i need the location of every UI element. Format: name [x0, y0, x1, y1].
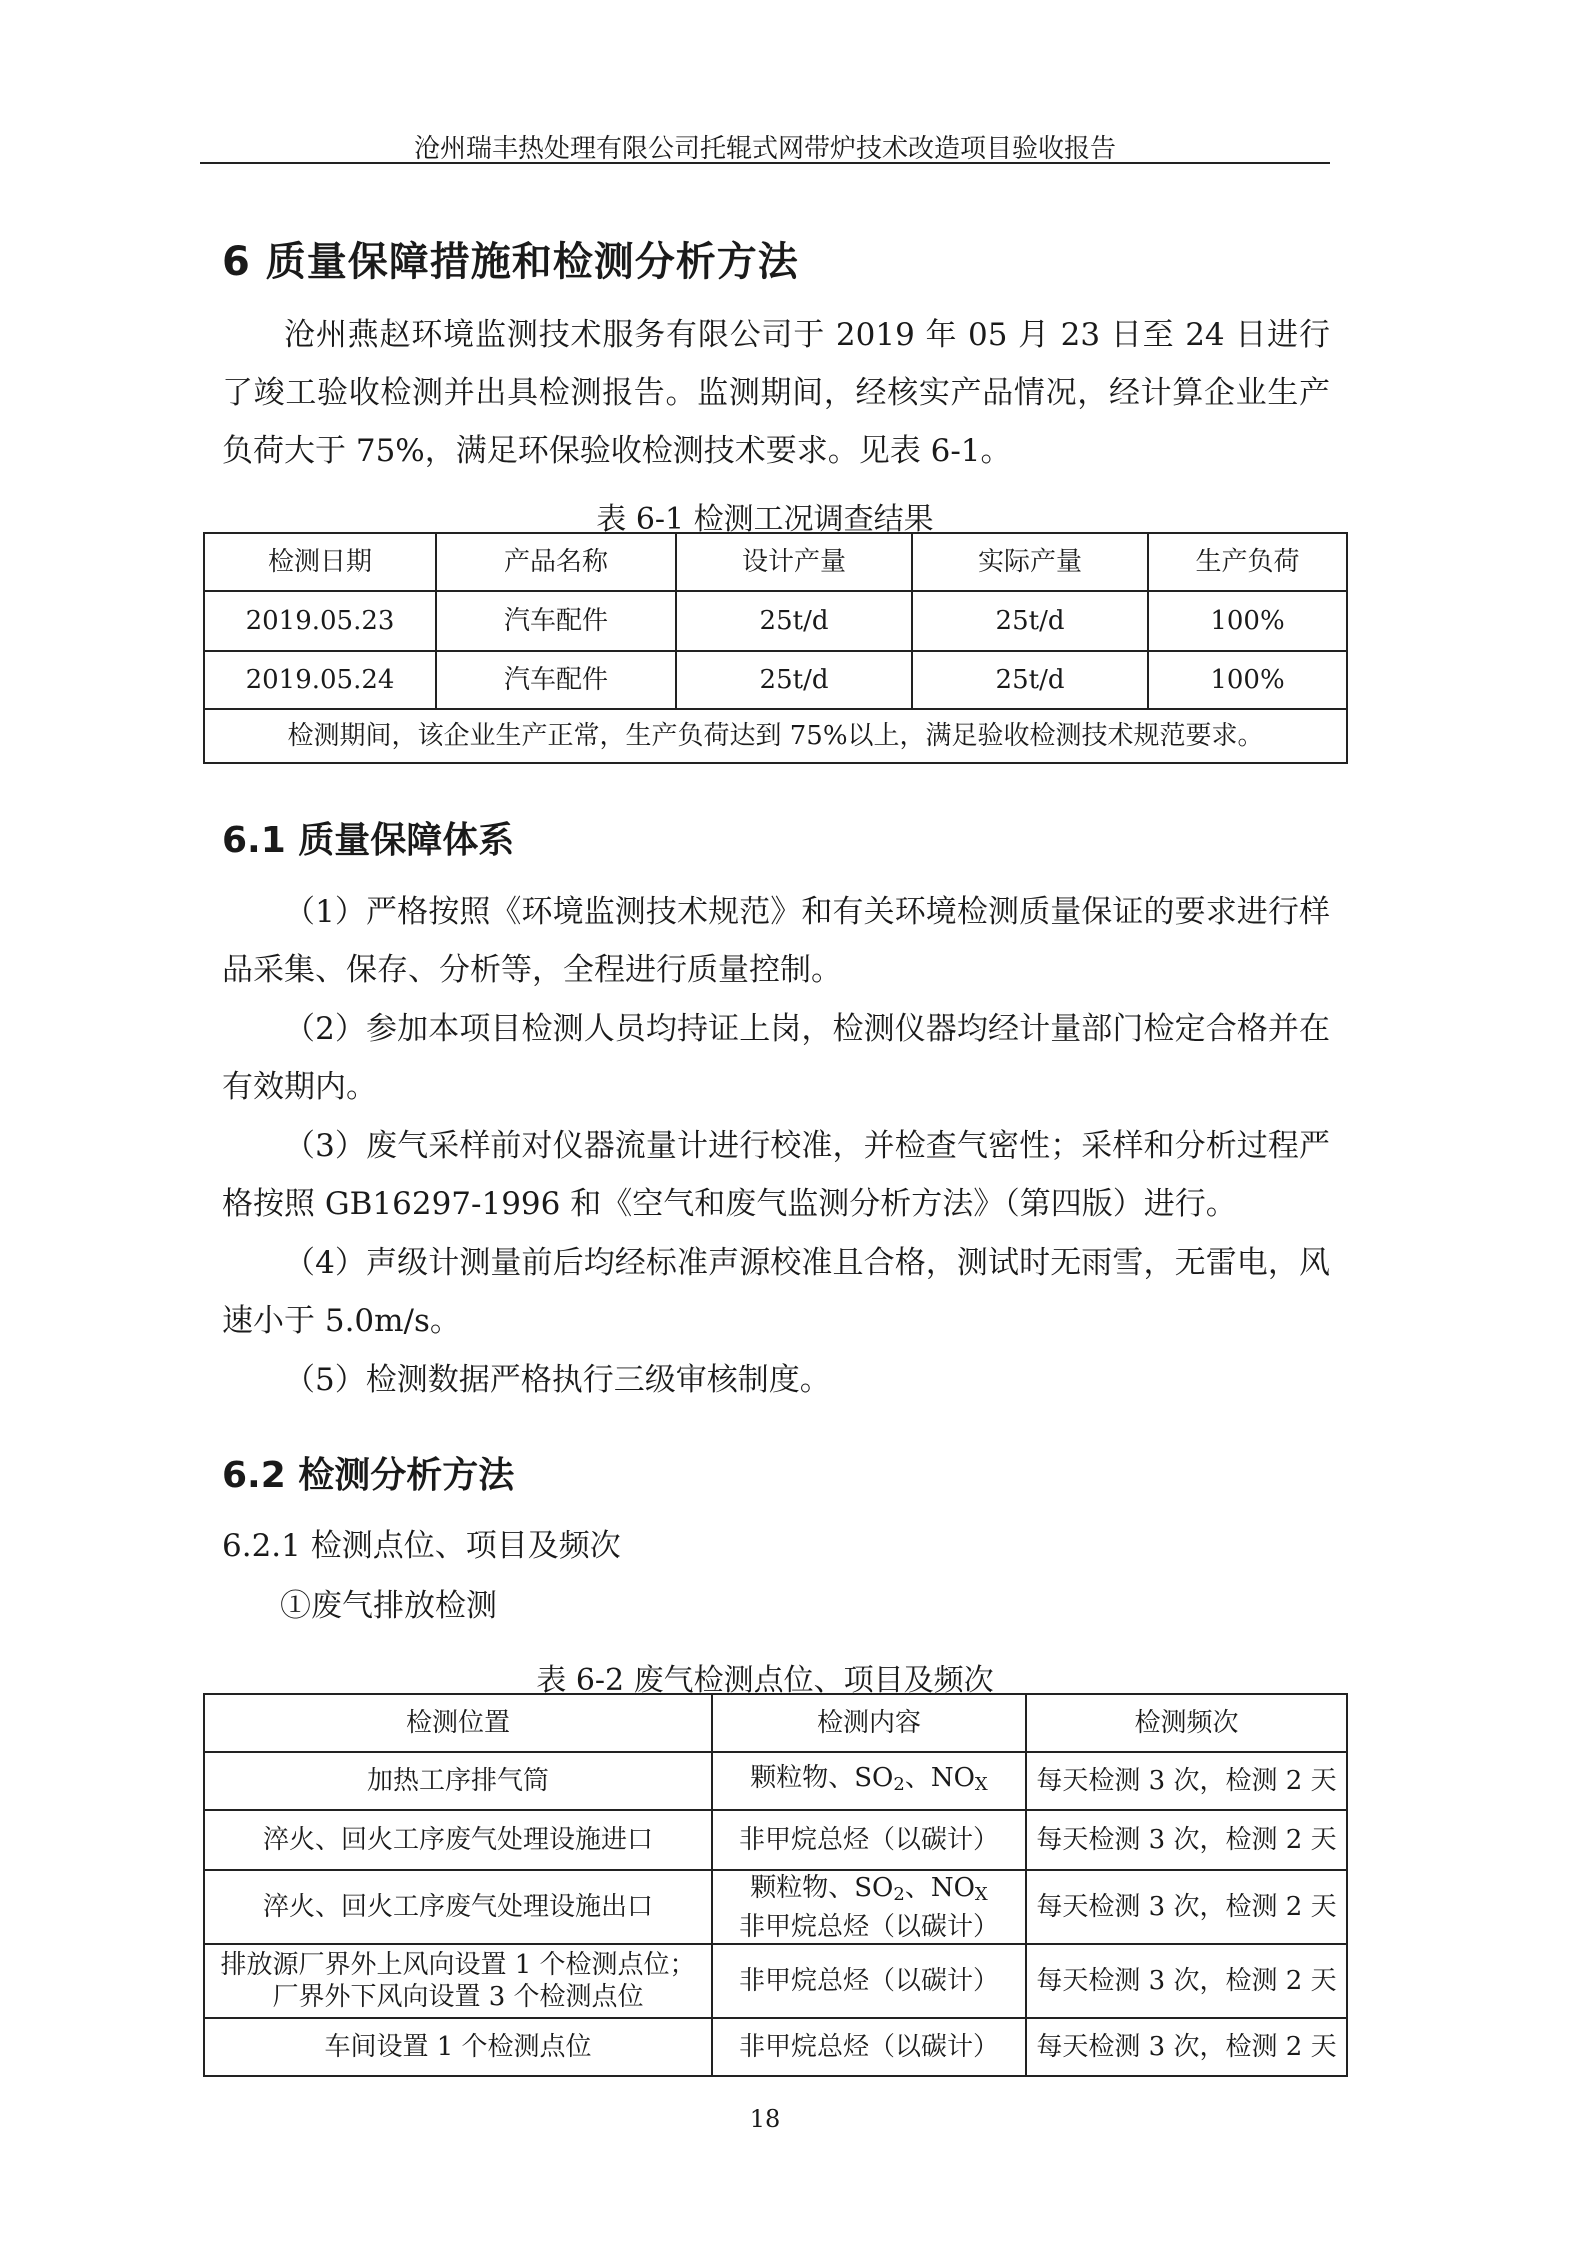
table-cell: 每天检测 3 次，检测 2 天: [1026, 1870, 1347, 1944]
section-6-2-title: 6.2 检测分析方法: [222, 1455, 515, 1496]
table-6-1-caption: 表 6-1 检测工况调查结果: [596, 502, 934, 537]
table-cell: 淬火、回火工序废气处理设施进口: [204, 1810, 712, 1870]
table-header-cell: 产品名称: [436, 533, 676, 591]
quality-item-4: （4）声级计测量前后均经标准声源校准且合格，测试时无雨雪，无雷电，风速小于 5.0m/s。: [222, 1245, 1330, 1339]
section-6-2-1-title: 6.2.1 检测点位、项目及频次: [222, 1528, 621, 1564]
table-6-1: [203, 532, 1348, 764]
table-row: [204, 1752, 1347, 1810]
table-cell: 颗粒物、$SO_2$、$NO_X$: [712, 1752, 1026, 1810]
quality-item-5: （5）检测数据严格执行三级审核制度。: [284, 1362, 831, 1398]
table-cell: 汽车配件: [436, 651, 676, 709]
table-6-2: [203, 1693, 1348, 2077]
table-cell: 100%: [1148, 651, 1347, 709]
table-header-cell: 检测频次: [1026, 1694, 1347, 1752]
table-row: [204, 1944, 1347, 2018]
section-6-1-title: 6.1 质量保障体系: [222, 820, 515, 861]
table-cell: 2019.05.23: [204, 591, 436, 651]
table-row: [204, 2018, 1347, 2076]
table-cell: 排放源厂界外上风向设置 1 个检测点位；厂界外下风向设置 3 个检测点位: [204, 1944, 712, 2018]
table-cell: 车间设置 1 个检测点位: [204, 2018, 712, 2076]
table-cell: 非甲烷总烃（以碳计）: [712, 1810, 1026, 1870]
table-cell: 100%: [1148, 591, 1347, 651]
table-cell: 25t/d: [912, 591, 1148, 651]
table-header-cell: 实际产量: [912, 533, 1148, 591]
table-header-cell: 设计产量: [676, 533, 912, 591]
table-cell: 25t/d: [912, 651, 1148, 709]
table-row: [204, 651, 1347, 709]
table-cell: 每天检测 3 次，检测 2 天: [1026, 1752, 1347, 1810]
table-cell: 每天检测 3 次，检测 2 天: [1026, 1810, 1347, 1870]
quality-item-1: （1）严格按照《环境监测技术规范》和有关环境检测质量保证的要求进行样品采集、保存、分析等，全程进行质量控制。: [222, 894, 1330, 988]
section-6-intro: 沧州燕赵环境监测技术服务有限公司于 2019 年 05 月 23 日至 24 日进行了竣工验收检测并出具检测报告。监测期间，经核实产品情况，经计算企业生产负荷大于 75%，满足环保验收检测技术要求。见表 6-1。: [222, 317, 1330, 469]
table-cell: 25t/d: [676, 591, 912, 651]
table-header-cell: 检测内容: [712, 1694, 1026, 1752]
table-cell: 汽车配件: [436, 591, 676, 651]
exhaust-item-title: ①废气排放检测: [280, 1588, 497, 1624]
header-divider: [200, 162, 1330, 164]
page-number: 18: [749, 2105, 781, 2133]
table-cell: 淬火、回火工序废气处理设施出口: [204, 1870, 712, 1944]
table-cell: 25t/d: [676, 651, 912, 709]
table-cell: 每天检测 3 次，检测 2 天: [1026, 1944, 1347, 2018]
table-row: [204, 591, 1347, 651]
table-6-2-caption: 表 6-2 废气检测点位、项目及频次: [536, 1663, 994, 1698]
table-cell: 2019.05.24: [204, 651, 436, 709]
table-cell: 每天检测 3 次，检测 2 天: [1026, 2018, 1347, 2076]
table-header-row: [204, 1694, 1347, 1752]
table-cell: 加热工序排气筒: [204, 1752, 712, 1810]
table-row: [204, 1870, 1347, 1944]
table-note-row: [204, 709, 1347, 763]
table-row: [204, 1810, 1347, 1870]
page-header: 沧州瑞丰热处理有限公司托辊式网带炉技术改造项目验收报告: [413, 134, 1116, 164]
quality-item-2: （2）参加本项目检测人员均持证上岗，检测仪器均经计量部门检定合格并在有效期内。: [222, 1011, 1330, 1105]
table-header-cell: 检测位置: [204, 1694, 712, 1752]
section-6-title: 6 质量保障措施和检测分析方法: [222, 239, 799, 285]
table-header-cell: 生产负荷: [1148, 533, 1347, 591]
table-note: 检测期间，该企业生产正常，生产负荷达到 75%以上，满足验收检测技术规范要求。: [204, 709, 1347, 763]
table-header-cell: 检测日期: [204, 533, 436, 591]
quality-item-3: （3）废气采样前对仪器流量计进行校准，并检查气密性；采样和分析过程严格按照 GB16297-1996 和《空气和废气监测分析方法》（第四版）进行。: [222, 1128, 1330, 1222]
table-header-row: [204, 533, 1347, 591]
table-cell: 颗粒物、$SO_2$、$NO_X$ 非甲烷总烃（以碳计）: [712, 1870, 1026, 1944]
table-cell: 非甲烷总烃（以碳计）: [712, 1944, 1026, 2018]
table-cell: 非甲烷总烃（以碳计）: [712, 2018, 1026, 2076]
